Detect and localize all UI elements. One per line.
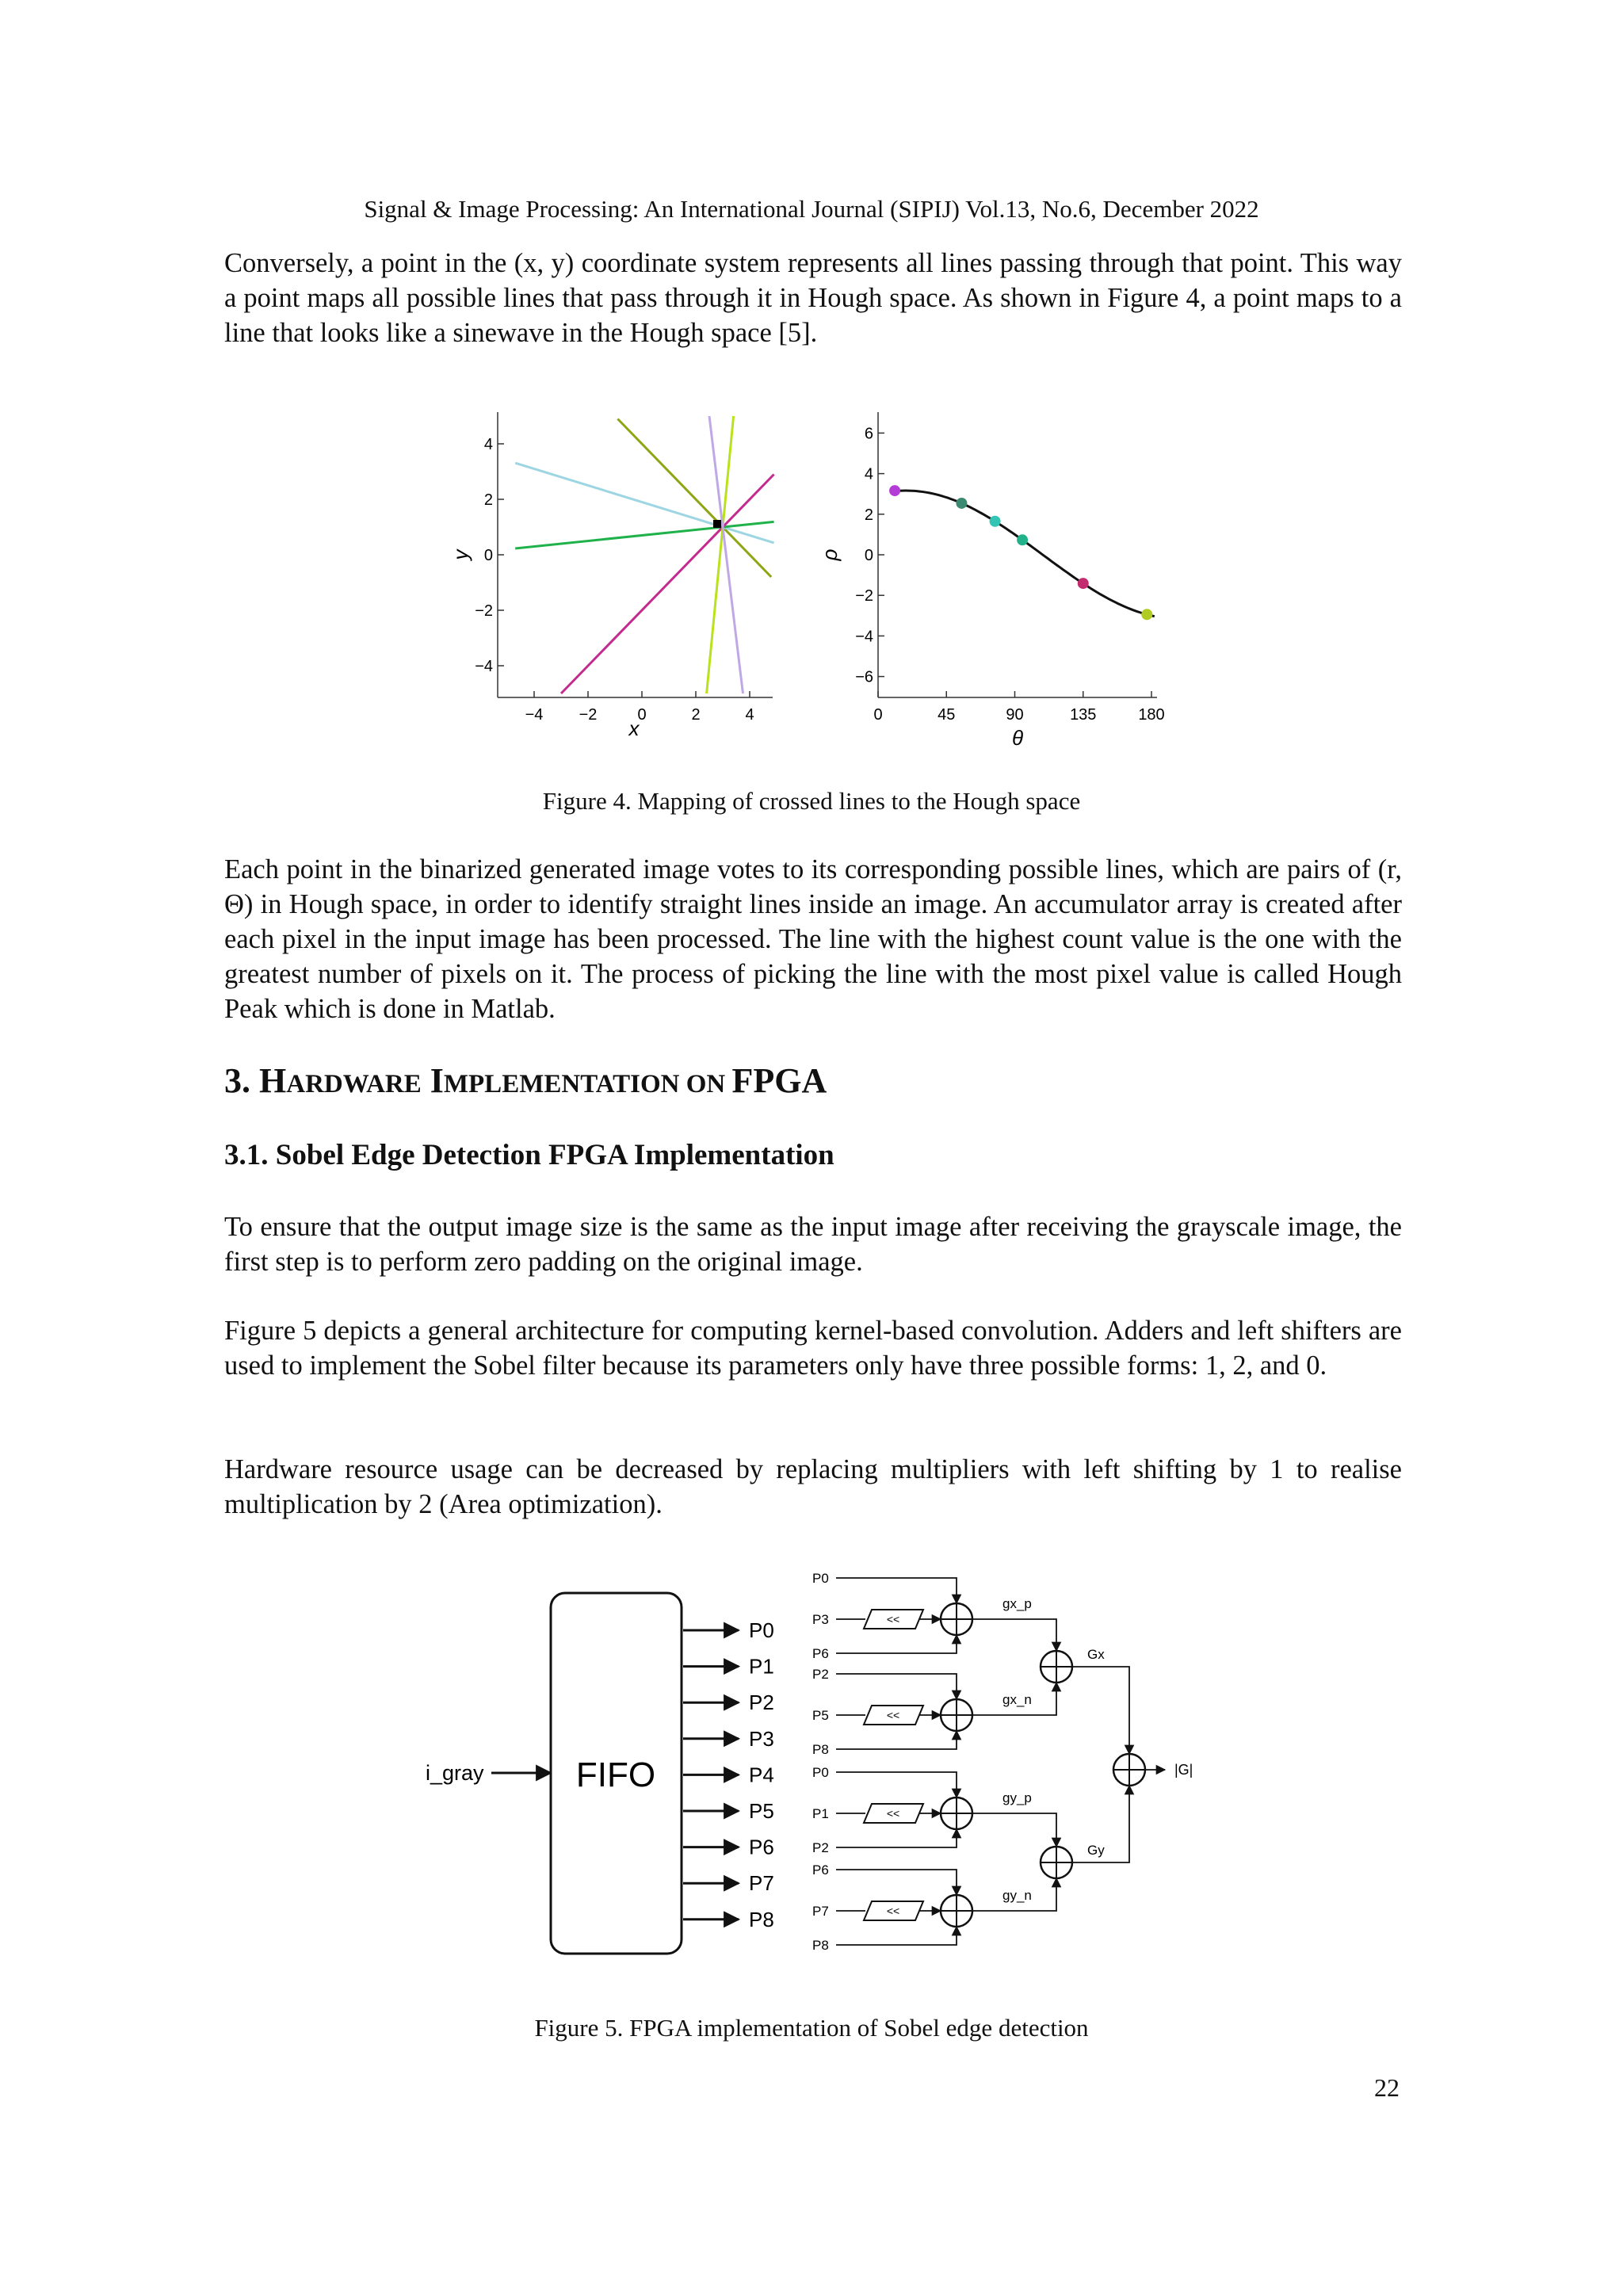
gyp-wire: [972, 1813, 1056, 1847]
sum-label: gx_n: [1002, 1692, 1032, 1707]
fifo-outputs: [683, 1618, 774, 1931]
hough-point-3: [990, 516, 1001, 527]
group-top-input: P2: [812, 1667, 829, 1682]
sobel-adder-tree: [812, 1571, 1193, 1953]
fifo-output-label: P1: [749, 1654, 774, 1679]
paragraph-architecture: Figure 5 depicts a general architecture for computing kernel-based convolution. Adders and left shifters are used to implement the Sobel filter because its parameters only have three possible forms: 1, 2, and 0.: [224, 1316, 1402, 1381]
right-x-tick-label: 45: [938, 706, 956, 724]
sum-label: gy_p: [1002, 1790, 1032, 1805]
left-plot-line-6: [709, 416, 743, 693]
hough-point-1: [889, 485, 900, 496]
fifo-output-label: P3: [749, 1726, 774, 1751]
left-x-tick-label: −2: [579, 706, 598, 724]
shifter-label: <<: [886, 1904, 900, 1917]
right-y-tick-label: 0: [864, 547, 873, 564]
left-y-tick-label: 2: [483, 491, 493, 509]
figure-5-sobel-architecture: [412, 1557, 1220, 1973]
fifo-output-label: P7: [749, 1871, 774, 1896]
group-bot-input: P8: [812, 1742, 829, 1757]
shifter-label: <<: [886, 1709, 900, 1721]
fifo-output-label: P2: [749, 1690, 774, 1715]
left-plot-line-5: [707, 416, 734, 693]
hough-point-4: [1017, 534, 1028, 545]
right-y-tick-label: 2: [864, 506, 873, 524]
paragraph-zero-padding: To ensure that the output image size is the same as the input image after receiving the grayscale image, the first step is to perform zero padding on the original image.: [224, 1212, 1402, 1277]
left-plot: [449, 412, 774, 740]
right-x-tick-label: 135: [1070, 706, 1097, 724]
shifter-label: <<: [886, 1613, 900, 1626]
top-wire: [836, 1674, 957, 1699]
group-top-input: P6: [812, 1862, 829, 1878]
hough-point-6: [1141, 609, 1152, 620]
left-y-tick-label: 0: [483, 547, 493, 564]
left-plot-line-3: [515, 521, 773, 548]
left-y-tick-label: 4: [483, 436, 493, 453]
paragraph-voting: Each point in the binarized generated image votes to its corresponding possible lines, which are pairs of (r, Θ) in Hough space, in order to identify straight lines inside an image. An accumulator array is created after each pixel in the input image has been processed. The line with the highest count value is the one with the greatest number of pixels on it. The process of picking the line with the most pixel value is called Hough Peak which is done in Matlab.: [224, 854, 1402, 1024]
fifo-output-label: P5: [749, 1799, 774, 1823]
right-y-label: ρ: [818, 548, 842, 561]
top-wire: [836, 1578, 957, 1603]
hough-point-5: [1078, 578, 1089, 589]
left-y-tick-label: −2: [475, 602, 493, 620]
page-number: 22: [1374, 2073, 1400, 2102]
group-mid-input: P5: [812, 1708, 829, 1723]
bottom-wire: [836, 1829, 957, 1847]
gy-label: Gy: [1087, 1843, 1105, 1858]
right-y-tick-label: 6: [864, 425, 873, 443]
left-x-tick-label: 2: [691, 706, 701, 724]
figure-4-caption: Figure 4. Mapping of crossed lines to the Hough space: [542, 787, 1081, 815]
left-plot-line-1: [617, 419, 771, 578]
group-bot-input: P2: [812, 1840, 829, 1855]
right-x-tick-label: 90: [1006, 706, 1024, 724]
bottom-wire: [836, 1635, 957, 1653]
group-top-input: P0: [812, 1571, 829, 1586]
left-plot-line-4: [561, 475, 774, 694]
top-wire: [836, 1870, 957, 1895]
gx-label: Gx: [1087, 1647, 1105, 1662]
fifo-output-label: P8: [749, 1907, 774, 1931]
right-plot: [818, 412, 1165, 750]
left-x-label: x: [628, 716, 640, 740]
group-bot-input: P8: [812, 1938, 829, 1953]
section-3-1-heading: 3.1. Sobel Edge Detection FPGA Implementation: [224, 1139, 834, 1171]
hough-sinusoid-curve: [893, 491, 1155, 617]
right-y-tick-label: −6: [855, 668, 873, 686]
g-label: |G|: [1174, 1762, 1193, 1778]
group-mid-input: P1: [812, 1806, 829, 1821]
paragraph-area-optimization: Hardware resource usage can be decreased by replacing multipliers with left shifting by 1 to realise multiplication by 2 (Area optimization).: [224, 1454, 1402, 1519]
gxp-wire: [972, 1619, 1056, 1651]
bottom-wire: [836, 1927, 957, 1945]
left-plot-line-2: [515, 463, 773, 543]
group-mid-input: P3: [812, 1612, 829, 1627]
fifo-label: FIFO: [575, 1755, 656, 1794]
figure-5-caption: Figure 5. FPGA implementation of Sobel edge detection: [534, 2014, 1089, 2042]
fifo-output-label: P0: [749, 1618, 774, 1642]
gx-wire: [1072, 1667, 1129, 1754]
hough-point-2: [956, 498, 967, 509]
running-header: Signal & Image Processing: An International Journal (SIPIJ) Vol.13, No.6, December 2022: [364, 195, 1259, 223]
left-x-tick-label: 0: [637, 706, 647, 724]
sum-label: gy_n: [1002, 1888, 1032, 1903]
left-x-tick-label: 4: [745, 706, 754, 724]
right-x-label: θ: [1011, 726, 1024, 750]
right-x-tick-label: 180: [1138, 706, 1165, 724]
bottom-wire: [836, 1731, 957, 1749]
right-x-tick-label: 0: [873, 706, 883, 724]
group-top-input: P0: [812, 1765, 829, 1780]
group-bot-input: P6: [812, 1646, 829, 1661]
fifo-output-label: P6: [749, 1835, 774, 1859]
top-wire: [836, 1772, 957, 1797]
right-y-tick-label: −4: [855, 628, 873, 646]
shifter-label: <<: [886, 1807, 900, 1820]
figure-4-hough-plots: [444, 400, 1181, 753]
right-y-tick-label: −2: [855, 587, 873, 606]
section-3-heading: 3. HARDWARE IMPLEMENTATION ON FPGA: [224, 1061, 827, 1100]
fifo-output-label: P4: [749, 1763, 774, 1787]
group-mid-input: P7: [812, 1904, 829, 1919]
left-y-label: y: [449, 549, 472, 560]
left-y-tick-label: −4: [475, 658, 493, 675]
paragraph-hough-intro: Conversely, a point in the (x, y) coordinate system represents all lines passing through that point. This way a point maps all possible lines that pass through it in Hough space. As shown in Figure 4, a point maps to a line that looks like a sinewave in the Hough space [5].: [224, 248, 1402, 348]
sum-label: gx_p: [1002, 1596, 1032, 1611]
left-x-tick-label: −4: [525, 706, 544, 724]
right-y-tick-label: 4: [864, 465, 873, 483]
input-label: i_gray: [426, 1761, 484, 1785]
intersection-point: [713, 520, 721, 528]
